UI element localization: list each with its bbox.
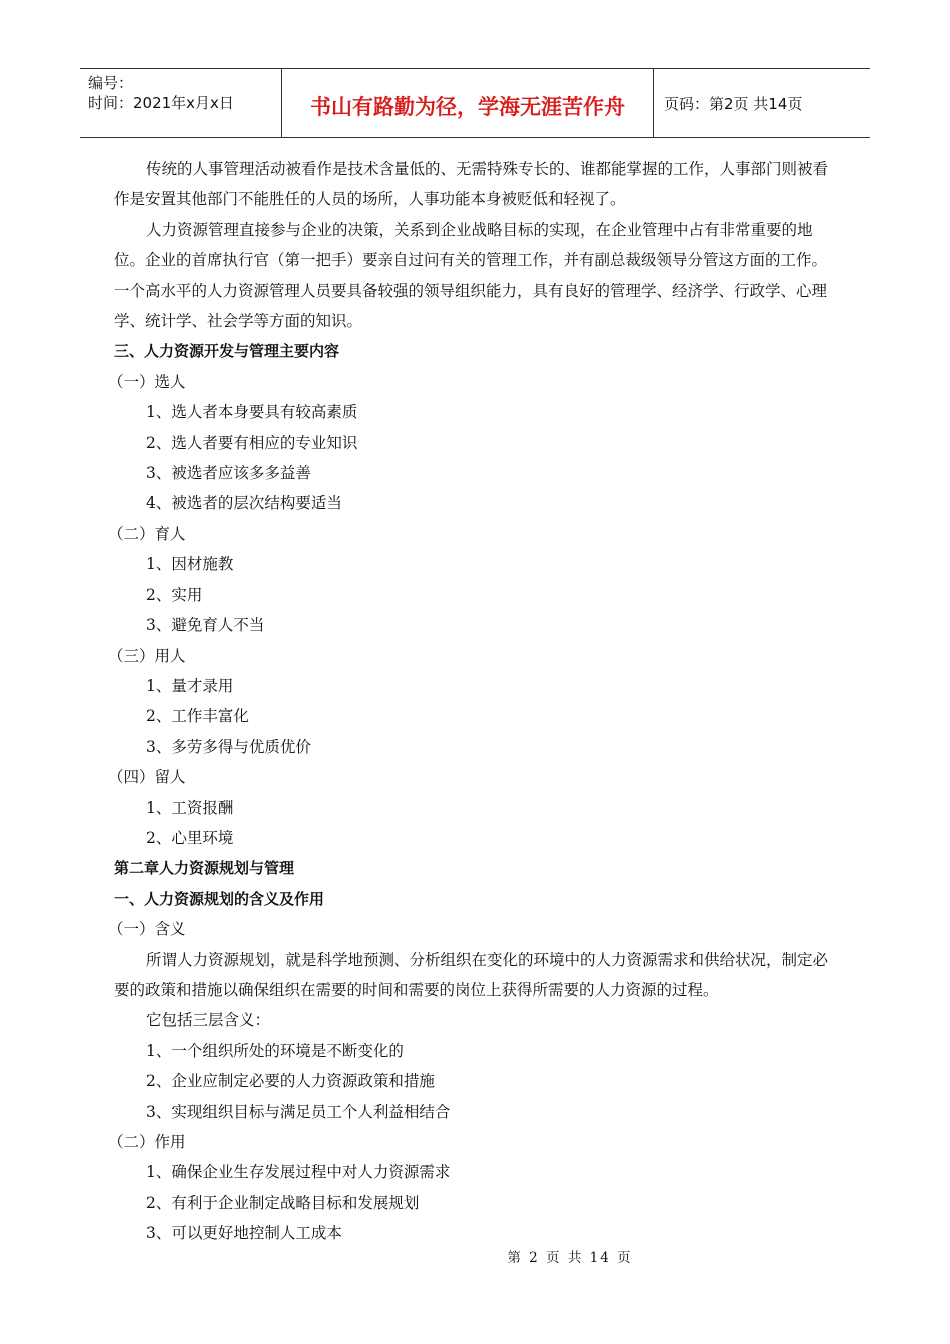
subsection-heading: （一）选人 — [108, 372, 186, 391]
list-item: 3、被选者应该多多益善 — [146, 464, 311, 483]
subsection-heading: （三）用人 — [108, 646, 186, 665]
doc-time: 时间：2021年x月x日 — [88, 94, 234, 112]
section-heading: 一、人力资源规划的含义及作用 — [114, 889, 325, 908]
footer-page-number: 第 2 页 共 14 页 — [507, 1250, 633, 1266]
list-item: 2、实用 — [146, 585, 203, 604]
list-item: 1、确保企业生存发展过程中对人力资源需求 — [146, 1163, 451, 1182]
subsection-heading: （一）含义 — [108, 920, 186, 939]
paragraph: 人力资源管理直接参与企业的决策，关系到企业战略目标的实现，在企业管理中占有非常重要的地位。企业的首席执行官（第一把手）要亲自过问有关的管理工作，并有副总裁级领导分管这方面的工作。一个高水平的人力资源管理人员要具备较强的领导组织能力，具有良好的管理学、经济学、行政学、心理学、统计学、社会学等方面的知识。 — [114, 220, 828, 331]
list-item: 4、被选者的层次结构要适当 — [146, 494, 342, 513]
list-item: 3、多劳多得与优质优价 — [146, 737, 311, 756]
doc-number: 编号： — [88, 74, 134, 92]
header-page-number: 页码：第2页 共14页 — [664, 94, 803, 113]
list-item: 1、选人者本身要具有较高素质 — [146, 403, 358, 422]
list-item: 1、量才录用 — [146, 676, 234, 695]
header-meta — [80, 69, 282, 137]
chapter-heading: 第二章人力资源规划与管理 — [114, 859, 295, 878]
subsection-heading: （二）作用 — [108, 1133, 186, 1151]
page-footer — [0, 1246, 950, 1266]
paragraph: 传统的人事管理活动被看作是技术含量低的、无需特殊专长的、谁都能掌握的工作，人事部门则被看作是安置其他部门不能胜任的人员的场所，人事功能本身被贬低和轻视了。 — [114, 160, 829, 209]
list-item: 1、因材施教 — [146, 555, 234, 574]
list-item: 2、工作丰富化 — [146, 707, 249, 726]
list-item: 3、避免育人不当 — [146, 616, 265, 635]
subsection-heading: （二）育人 — [108, 524, 186, 543]
list-item: 2、有利于企业制定战略目标和发展规划 — [146, 1193, 420, 1212]
list-item: 3、实现组织目标与满足员工个人利益相结合 — [146, 1102, 451, 1121]
list-item: 2、选人者要有相应的专业知识 — [146, 433, 358, 452]
list-item: 2、企业应制定必要的人力资源政策和措施 — [146, 1072, 435, 1091]
list-item: 2、心里环境 — [146, 828, 234, 847]
list-item: 3、可以更好地控制人工成本 — [146, 1224, 342, 1243]
paragraph: 所谓人力资源规划，就是科学地预测、分析组织在变化的环境中的人力资源需求和供给状况，制定必要的政策和措施以确保组织在需要的时间和需要的岗位上获得所需要的人力资源的过程。 — [114, 950, 829, 999]
list-item: 1、一个组织所处的环境是不断变化的 — [146, 1041, 404, 1060]
list-item: 1、工资报酬 — [146, 798, 234, 817]
section-heading: 三、人力资源开发与管理主要内容 — [114, 342, 340, 361]
paragraph: 它包括三层含义： — [146, 1011, 271, 1030]
page-header — [80, 68, 870, 138]
subsection-heading: （四）留人 — [108, 768, 186, 787]
document-body — [108, 154, 838, 1249]
header-motto: 书山有路勤为径，学海无涯苦作舟 — [282, 69, 654, 137]
